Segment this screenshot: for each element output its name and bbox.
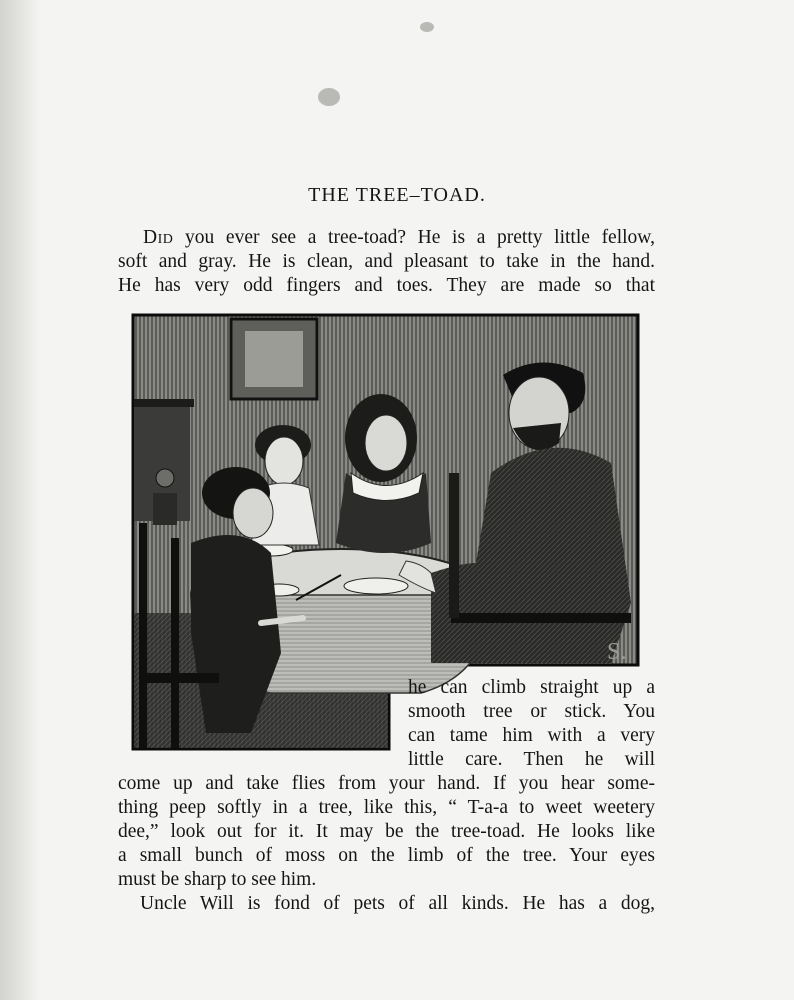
text-line: must be sharp to see him. xyxy=(118,869,317,890)
text-line: Uncle Will is fond of pets of all kinds. He has a dog, xyxy=(140,893,655,914)
engraver-signature: S. xyxy=(607,639,627,665)
text-line: a small bunch of moss on the limb of the tree. Your eyes xyxy=(118,845,655,866)
text-line: little care. Then he will xyxy=(408,749,655,770)
drop-cap-word: Did xyxy=(143,227,174,248)
text-line-content: you ever see a tree-toad? He is a pretty little fellow, xyxy=(173,227,655,248)
text-line: thing peep softly in a tree, like this, “ T-a-a to weet weetery xyxy=(118,797,655,818)
page-title: THE TREE–TOAD. xyxy=(308,184,486,206)
text-line: come up and take flies from your hand. If you hear some- xyxy=(118,773,655,794)
text-line: soft and gray. He is clean, and pleasant to take in the hand. xyxy=(118,251,655,272)
paper-speck xyxy=(318,88,340,106)
text-line: smooth tree or stick. You xyxy=(408,701,655,722)
text-line: can tame him with a very xyxy=(408,725,655,746)
paper-speck xyxy=(420,22,434,32)
text-line xyxy=(143,226,655,250)
text-line: He has very odd fingers and toes. They are made so that xyxy=(118,275,655,296)
text-line: dee,” look out for it. It may be the tree-toad. He looks like xyxy=(118,821,655,842)
page-edge-shadow xyxy=(0,0,40,1000)
text-line: he can climb straight up a xyxy=(408,677,655,698)
